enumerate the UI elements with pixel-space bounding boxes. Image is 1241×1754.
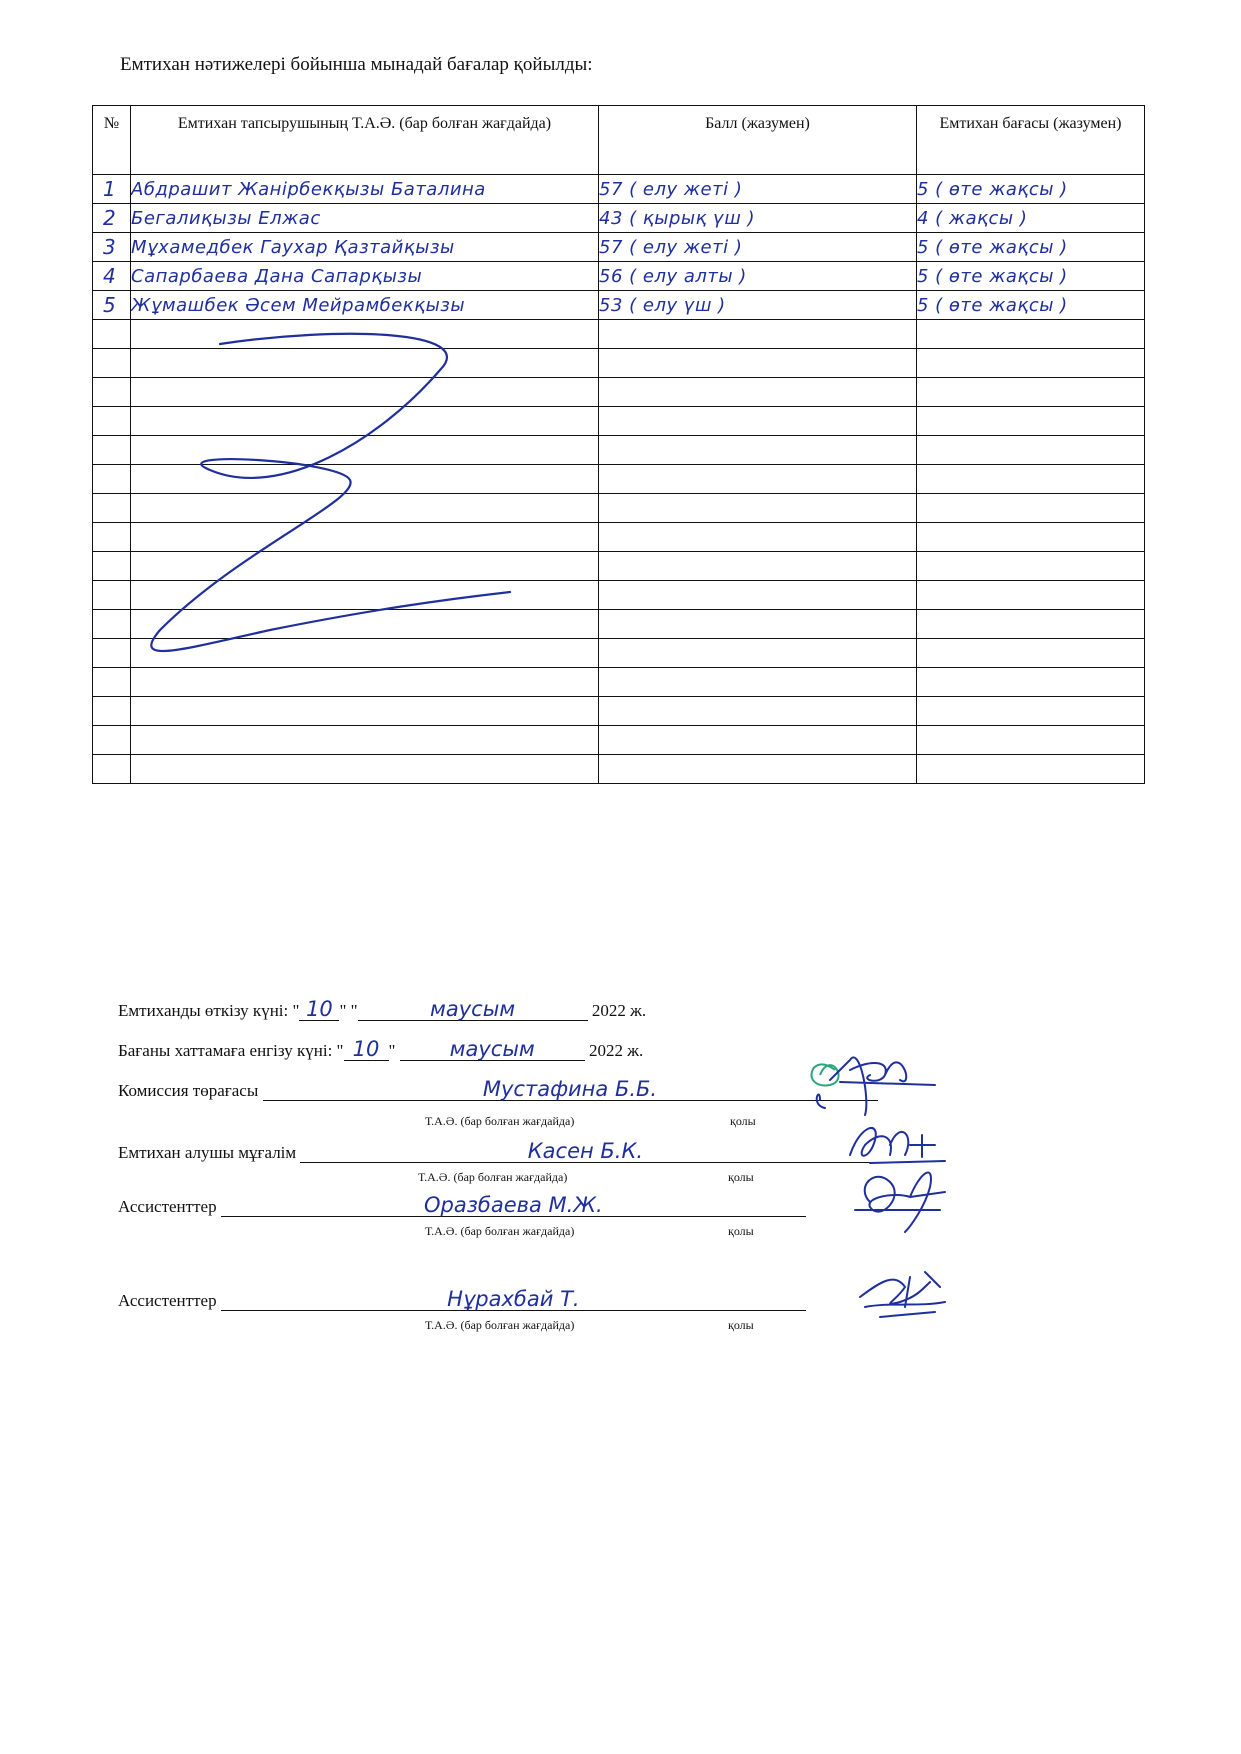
table-row [93,175,1145,204]
empty-table-row [93,697,1145,726]
chair-signature [790,1030,940,1120]
assistant2-label: Ассистенттер [118,1291,217,1310]
teacher-fio-caption: Т.А.Ә. (бар болған жағдайда) [418,1170,568,1184]
exam-date-month: маусым [358,998,588,1021]
entry-date-year: 2022 ж. [588,1041,644,1060]
empty-cell [93,407,131,436]
empty-cell [599,610,917,639]
assistant1-name: Оразбаева М.Ж. [221,1194,806,1217]
empty-cell [93,320,131,349]
page-heading: Емтихан нәтижелері бойынша мынадай бағалар қойылды: [120,54,593,75]
empty-cell [599,581,917,610]
assistant1-sign-caption: қолы [728,1224,754,1238]
exam-date-day: 10 [299,998,339,1021]
student-grade: 5 ( өте жақсы ) [917,175,1145,204]
student-score: 43 ( қырық үш ) [599,204,917,233]
empty-cell [93,436,131,465]
empty-cell [599,320,917,349]
entry-date-label: Бағаны хаттамаға енгізу күні: [118,1041,333,1060]
empty-cell [93,668,131,697]
empty-cell [599,755,917,784]
empty-cell [917,320,1145,349]
empty-cell [93,523,131,552]
student-name: Абдрашит Жанірбекқызы Баталина [131,175,599,204]
empty-cell [917,639,1145,668]
header-student-name: Емтихан тапсырушының Т.А.Ә. (бар болған жағдайда) [131,106,599,175]
empty-cell [599,465,917,494]
empty-cell [917,378,1145,407]
teacher-label: Емтихан алушы мұғалім [118,1143,297,1162]
empty-cell [93,465,131,494]
empty-cell [917,697,1145,726]
row-number: 4 [93,262,131,291]
empty-cell [917,407,1145,436]
assistant2-signature [850,1262,950,1327]
empty-cell [599,639,917,668]
empty-cell [917,726,1145,755]
empty-cell [131,668,599,697]
chair-name: Мустафина Б.Б. [263,1078,878,1101]
empty-cell [917,552,1145,581]
student-score: 57 ( елу жеті ) [599,175,917,204]
empty-cell [93,349,131,378]
empty-cell [917,610,1145,639]
empty-cell [93,552,131,581]
student-grade: 4 ( жақсы ) [917,204,1145,233]
cross-out-scribble [140,330,520,670]
empty-cell [93,494,131,523]
entry-date-month: маусым [400,1038,585,1061]
table-header-row [93,106,1145,175]
table-row [93,291,1145,320]
chair-line [118,1078,878,1101]
student-name: Мұхамедбек Гаухар Қазтайқызы [131,233,599,262]
empty-cell [917,465,1145,494]
header-score: Балл (жазумен) [599,106,917,175]
empty-cell [93,639,131,668]
empty-cell [131,726,599,755]
assistant2-line [118,1288,806,1311]
empty-cell [917,436,1145,465]
assistant2-name: Нұрахбай Т. [221,1288,806,1311]
row-number: 1 [93,175,131,204]
teacher-name: Касен Б.К. [300,1140,870,1163]
student-grade: 5 ( өте жақсы ) [917,262,1145,291]
empty-cell [917,755,1145,784]
empty-cell [131,755,599,784]
student-name: Сапарбаева Дана Сапарқызы [131,262,599,291]
student-grade: 5 ( өте жақсы ) [917,291,1145,320]
exam-date-label: Емтиханды өткізу күні: [118,1001,289,1020]
assistant2-fio-caption: Т.А.Ә. (бар болған жағдайда) [425,1318,575,1332]
table-row [93,204,1145,233]
empty-cell [917,523,1145,552]
assistant1-line [118,1194,806,1217]
entry-date-line: Бағаны хаттамаға енгізу күні: " 10 " маусым 2022 ж. [118,1037,644,1061]
row-number: 2 [93,204,131,233]
student-name: Жұмашбек Әсем Мейрамбекқызы [131,291,599,320]
student-score: 53 ( елу үш ) [599,291,917,320]
empty-cell [599,407,917,436]
header-grade: Емтихан бағасы (жазумен) [917,106,1145,175]
entry-date-day: 10 [344,1038,389,1061]
empty-cell [93,755,131,784]
empty-table-row [93,668,1145,697]
chair-sign-caption: қолы [730,1114,756,1128]
empty-cell [93,378,131,407]
teacher-sign-caption: қолы [728,1170,754,1184]
chair-label: Комиссия төрағасы [118,1081,259,1100]
exam-date-year: 2022 ж. [591,1001,647,1020]
empty-cell [917,349,1145,378]
empty-cell [599,668,917,697]
empty-cell [131,697,599,726]
student-score: 57 ( елу жеті ) [599,233,917,262]
empty-cell [599,349,917,378]
empty-cell [917,668,1145,697]
assistant1-signature [850,1162,950,1237]
empty-cell [599,697,917,726]
student-name: Бегалиқызы Елжас [131,204,599,233]
empty-cell [599,552,917,581]
assistant2-sign-caption: қолы [728,1318,754,1332]
row-number: 3 [93,233,131,262]
empty-cell [93,697,131,726]
empty-cell [599,378,917,407]
empty-cell [599,726,917,755]
empty-cell [93,581,131,610]
assistant1-fio-caption: Т.А.Ә. (бар болған жағдайда) [425,1224,575,1238]
table-row [93,233,1145,262]
empty-cell [599,523,917,552]
teacher-line [118,1140,870,1163]
empty-cell [93,610,131,639]
empty-cell [917,494,1145,523]
empty-cell [917,581,1145,610]
empty-table-row [93,726,1145,755]
empty-cell [599,494,917,523]
empty-cell [599,436,917,465]
chair-fio-caption: Т.А.Ә. (бар болған жағдайда) [425,1114,575,1128]
student-score: 56 ( елу алты ) [599,262,917,291]
header-number: № [93,106,131,175]
student-grade: 5 ( өте жақсы ) [917,233,1145,262]
exam-date-line: Емтиханды өткізу күні: " 10 " " маусым 2022 ж. [118,997,647,1021]
table-row [93,262,1145,291]
row-number: 5 [93,291,131,320]
empty-table-row [93,755,1145,784]
assistant1-label: Ассистенттер [118,1197,217,1216]
empty-cell [93,726,131,755]
